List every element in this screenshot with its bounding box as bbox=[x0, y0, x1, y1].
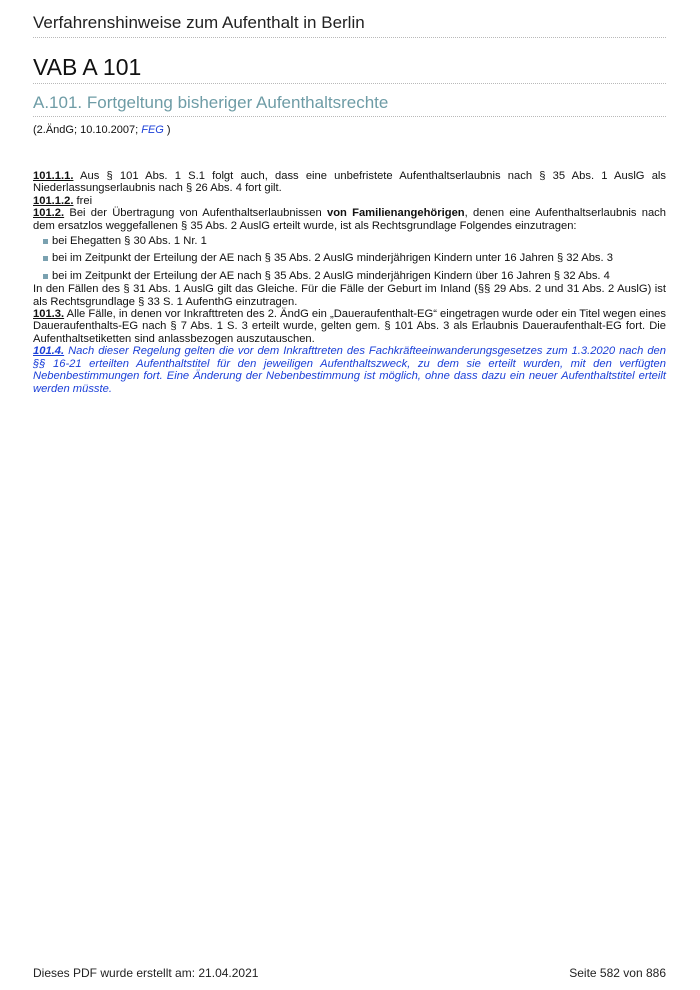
bullet-square-icon bbox=[43, 256, 48, 261]
list-item bbox=[43, 235, 666, 247]
section-number[interactable]: 101.1.2. bbox=[33, 194, 74, 207]
list-item-text: bei im Zeitpunkt der Erteilung der AE nach § 35 Abs. 2 AuslG minderjährigen Kindern über 16 Jahren § 32 Abs. 4 bbox=[52, 269, 610, 282]
paragraph-text: Bei der Übertragung von Aufenthaltserlaubnissen bbox=[64, 207, 327, 220]
paragraph-text: Alle Fälle, in denen vor Inkrafttreten des 2. ÄndG ein „Daueraufenthalt-EG“ eingetragen wurde oder ein Titel wegen eines Daueraufenthalts-EG nach § 7 Abs. 1 S. 3 erteilt wurde, gelten gem. § 101 Abs. 3 als Erlaubnis Daueraufenthalt-EG fort. Die Aufenthaltsetiketten sind anlassbezogen auszutauschen. bbox=[33, 308, 666, 345]
feg-link[interactable]: FEG bbox=[141, 124, 164, 136]
paragraph-101-1-1 bbox=[33, 170, 666, 195]
section-title: A.101. Fortgeltung bisheriger Aufenthaltsrechte bbox=[33, 93, 389, 112]
paragraph-text: , denen eine Aufenthaltserlaubnis nach dem ersatzlos weggefallenen § 35 Abs. 2 AuslG erteilt wurde, ist als Rechtsgrundlage Folgendes einzutragen: bbox=[33, 207, 667, 232]
document-title: VAB A 101 bbox=[33, 54, 142, 80]
bullet-list bbox=[33, 235, 666, 282]
divider bbox=[33, 116, 666, 117]
paragraph-text: Nach dieser Regelung gelten die vor dem Inkrafttreten des Fachkräfteeinwanderungsgesetzes zum 1.3.2020 nach den §§ 16-21 erteilten Aufenthaltstitel für den jeweiligen Aufenthaltszweck, zu dem sie erteilt wurden, mit den verfügten Nebenbestimmungen fort. Eine Änderung der Nebenbestimmung ist möglich, ohne dass dazu ein neuer Aufenthaltstitel erteilt werden müsste. bbox=[33, 345, 666, 395]
paragraph-101-1-2 bbox=[33, 195, 666, 207]
divider bbox=[33, 37, 666, 38]
document-body bbox=[33, 170, 666, 395]
divider bbox=[33, 83, 666, 84]
list-item bbox=[43, 252, 666, 264]
amendment-meta bbox=[33, 124, 171, 136]
paragraph-101-2 bbox=[33, 207, 666, 232]
list-item-text: bei Ehegatten § 30 Abs. 1 Nr. 1 bbox=[52, 235, 207, 248]
bullet-square-icon bbox=[43, 274, 48, 279]
meta-prefix: (2.ÄndG; 10.10.2007; bbox=[33, 124, 142, 136]
paragraph-text: Aus § 101 Abs. 1 S.1 folgt auch, dass eine unbefristete Aufenthaltserlaubnis nach § 35 Abs. 1 AuslG als Niederlassungserlaubnis nach § 26 Abs. 4 fort gilt. bbox=[33, 170, 666, 195]
list-item bbox=[43, 270, 666, 282]
section-number[interactable]: 101.1.1. bbox=[33, 170, 74, 182]
paragraph-text: frei bbox=[73, 194, 93, 207]
paragraph-101-2-continued: In den Fällen des § 31 Abs. 1 AuslG gilt das Gleiche. Für die Fälle der Geburt im Inland (§§ 29 Abs. 2 und 31 Abs. 2 AuslG) ist als Rechtsgrundlage § 33 S. 1 AufenthG einzutragen. bbox=[33, 283, 666, 308]
section-number[interactable]: 101.2. bbox=[33, 207, 65, 220]
footer-page-number: Seite 582 von 886 bbox=[569, 966, 666, 980]
paragraph-101-3 bbox=[33, 308, 666, 345]
bullet-square-icon bbox=[43, 239, 48, 244]
list-item-text: bei im Zeitpunkt der Erteilung der AE nach § 35 Abs. 2 AuslG minderjährigen Kindern unter 16 Jahren § 32 Abs. 3 bbox=[52, 252, 613, 265]
section-number[interactable]: 101.4. bbox=[33, 345, 65, 358]
running-header: Verfahrenshinweise zum Aufenthalt in Berlin bbox=[33, 13, 365, 32]
section-number[interactable]: 101.3. bbox=[33, 308, 65, 321]
paragraph-bold-text: von Familienangehörigen bbox=[326, 207, 465, 220]
meta-suffix: ) bbox=[163, 124, 171, 136]
paragraph-101-4 bbox=[33, 345, 666, 395]
footer-created-date: Dieses PDF wurde erstellt am: 21.04.2021 bbox=[33, 966, 259, 980]
